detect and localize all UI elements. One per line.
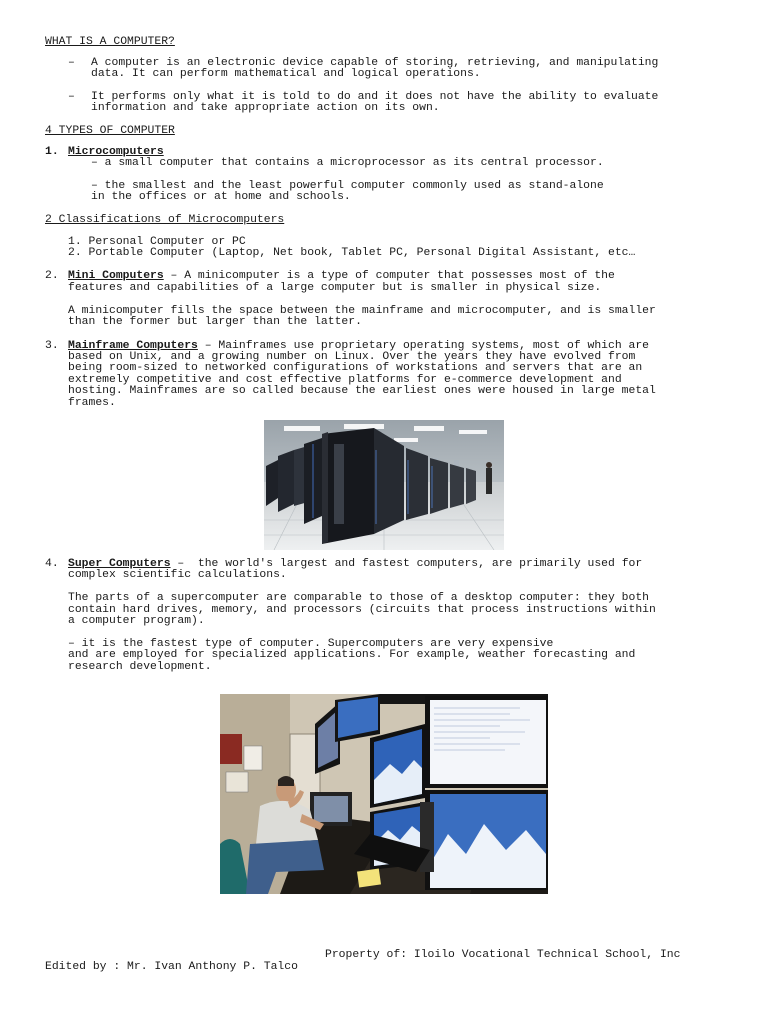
super-line: complex scientific calculations. — [68, 569, 287, 581]
classification-item: 1. Personal Computer or PC — [68, 236, 246, 248]
mainframe-line: Mainframe Computers – Mainframes use proprietary operating systems, most of which are — [68, 340, 650, 352]
classification-item: 2. Portable Computer (Laptop, Net book, Tablet PC, Personal Digital Assistant, etc… — [68, 247, 636, 259]
super-line: The parts of a supercomputer are comparable to those of a desktop computer: they both — [68, 592, 650, 604]
intro-line: A computer is an electronic device capable of storing, retrieving, and manipulating — [91, 57, 659, 69]
supercomputer-photo — [220, 694, 548, 894]
bullet-dash: – — [68, 57, 75, 69]
super-line: contain hard drives, memory, and processors (circuits that process instructions within — [68, 604, 656, 616]
mini-line: than the former but larger than the latter. — [68, 316, 362, 328]
bullet-dash: – — [68, 91, 75, 103]
footer-editor: Edited by : Mr. Ivan Anthony P. Talco — [45, 961, 298, 973]
intro-line: data. It can perform mathematical and logical operations. — [91, 68, 481, 80]
footer-property: Property of: Iloilo Vocational Technical School, Inc — [325, 949, 681, 961]
super-line: Super Computers – the world's largest and fastest computers, are primarily used for — [68, 558, 643, 570]
item-number: 4. — [45, 558, 59, 570]
item-number: 2. — [45, 270, 59, 282]
mainframe-photo — [264, 420, 504, 550]
super-line: and are employed for specialized applications. For example, weather forecasting and — [68, 649, 636, 661]
super-line: research development. — [68, 661, 212, 673]
intro-line: information and take appropriate action on its own. — [91, 102, 440, 114]
intro-line: It performs only what it is told to do and it does not have the ability to evaluate — [91, 91, 659, 103]
page-heading: WHAT IS A COMPUTER? — [45, 36, 175, 48]
item-number: 3. — [45, 340, 59, 352]
mini-line: Mini Computers – A minicomputer is a type of computer that possesses most of the — [68, 270, 615, 282]
micro-line: in the offices or at home and schools. — [91, 191, 351, 203]
mainframe-line: based on Unix, and a growing number on Linux. Over the years they have evolved from — [68, 351, 636, 363]
super-line: a computer program). — [68, 615, 205, 627]
super-title: Super Computers — [68, 558, 171, 570]
micro-title: Microcomputers — [68, 146, 164, 158]
mini-line: A minicomputer fills the space between the mainframe and microcomputer, and is smaller — [68, 305, 656, 317]
mainframe-line: frames. — [68, 397, 116, 409]
subsection-heading: 2 Classifications of Microcomputers — [45, 214, 285, 226]
mainframe-line: hosting. Mainframes are so called because the earliest ones were housed in large metal — [68, 385, 656, 397]
micro-line: – a small computer that contains a microprocessor as its central processor. — [91, 157, 604, 169]
item-number: 1. — [45, 146, 59, 158]
mainframe-line: extremely competitive and cost effective platforms for e-commerce development and — [68, 374, 622, 386]
mainframe-line: being room-sized to networked configurations of workstations and servers that are an — [68, 362, 643, 374]
super-line: – it is the fastest type of computer. Supercomputers are very expensive — [68, 638, 554, 650]
micro-line: – the smallest and the least powerful computer commonly used as stand-alone — [91, 180, 604, 192]
mini-title: Mini Computers — [68, 270, 164, 282]
mini-line: features and capabilities of a large computer but is smaller in physical size. — [68, 282, 602, 294]
mainframe-title: Mainframe Computers — [68, 340, 198, 352]
section-heading: 4 TYPES OF COMPUTER — [45, 125, 175, 137]
